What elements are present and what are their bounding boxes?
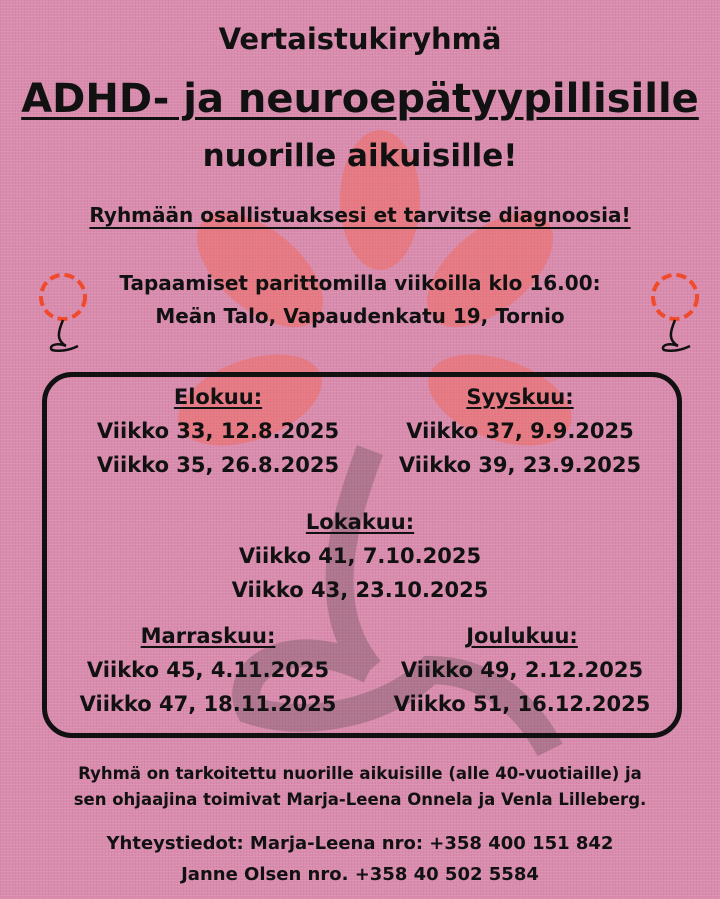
date-item: Viikko 41, 7.10.2025 bbox=[238, 544, 482, 568]
month-heading: Lokakuu: bbox=[305, 510, 415, 534]
contact-line-2: Janne Olsen nro. +358 40 502 5584 bbox=[181, 864, 539, 885]
info-line-1: Ryhmä on tarkoitettu nuorille aikuisille (alle 40-vuotiaille) ja bbox=[78, 764, 642, 783]
date-item: Viikko 47, 18.11.2025 bbox=[79, 692, 337, 716]
contact-line-1: Yhteystiedot: Marja-Leena nro: +358 400 151 842 bbox=[106, 833, 614, 854]
date-item: Viikko 35, 26.8.2025 bbox=[96, 453, 340, 477]
month-syyskuu bbox=[370, 380, 670, 482]
month-elokuu bbox=[68, 380, 368, 482]
month-heading: Marraskuu: bbox=[140, 624, 276, 648]
title-line-1: Vertaistukiryhmä bbox=[218, 22, 502, 56]
date-item: Viikko 37, 9.9.2025 bbox=[406, 419, 634, 443]
month-heading: Joulukuu: bbox=[466, 624, 578, 648]
month-heading: Syyskuu: bbox=[466, 385, 574, 409]
date-item: Viikko 43, 23.10.2025 bbox=[231, 578, 489, 602]
meeting-time: Tapaamiset parittomilla viikoilla klo 16.00: bbox=[119, 271, 601, 295]
subtitle: Ryhmään osallistuaksesi et tarvitse diagnoosia! bbox=[89, 203, 631, 227]
date-item: Viikko 51, 16.12.2025 bbox=[393, 692, 651, 716]
month-lokakuu bbox=[210, 505, 510, 607]
info-line-2: sen ohjaajina toimivat Marja-Leena Onnela ja Venla Lilleberg. bbox=[73, 790, 647, 809]
date-item: Viikko 39, 23.9.2025 bbox=[398, 453, 642, 477]
month-marraskuu bbox=[58, 619, 358, 721]
title-line-3: nuorille aikuisille! bbox=[202, 138, 518, 174]
meeting-place: Meän Talo, Vapaudenkatu 19, Tornio bbox=[155, 304, 565, 328]
date-item: Viikko 45, 4.11.2025 bbox=[86, 658, 330, 682]
title-line-2: ADHD- ja neuroepätyypillisille bbox=[21, 76, 699, 122]
date-item: Viikko 33, 12.8.2025 bbox=[96, 419, 340, 443]
month-joulukuu bbox=[372, 619, 672, 721]
date-item: Viikko 49, 2.12.2025 bbox=[400, 658, 644, 682]
month-heading: Elokuu: bbox=[173, 385, 263, 409]
